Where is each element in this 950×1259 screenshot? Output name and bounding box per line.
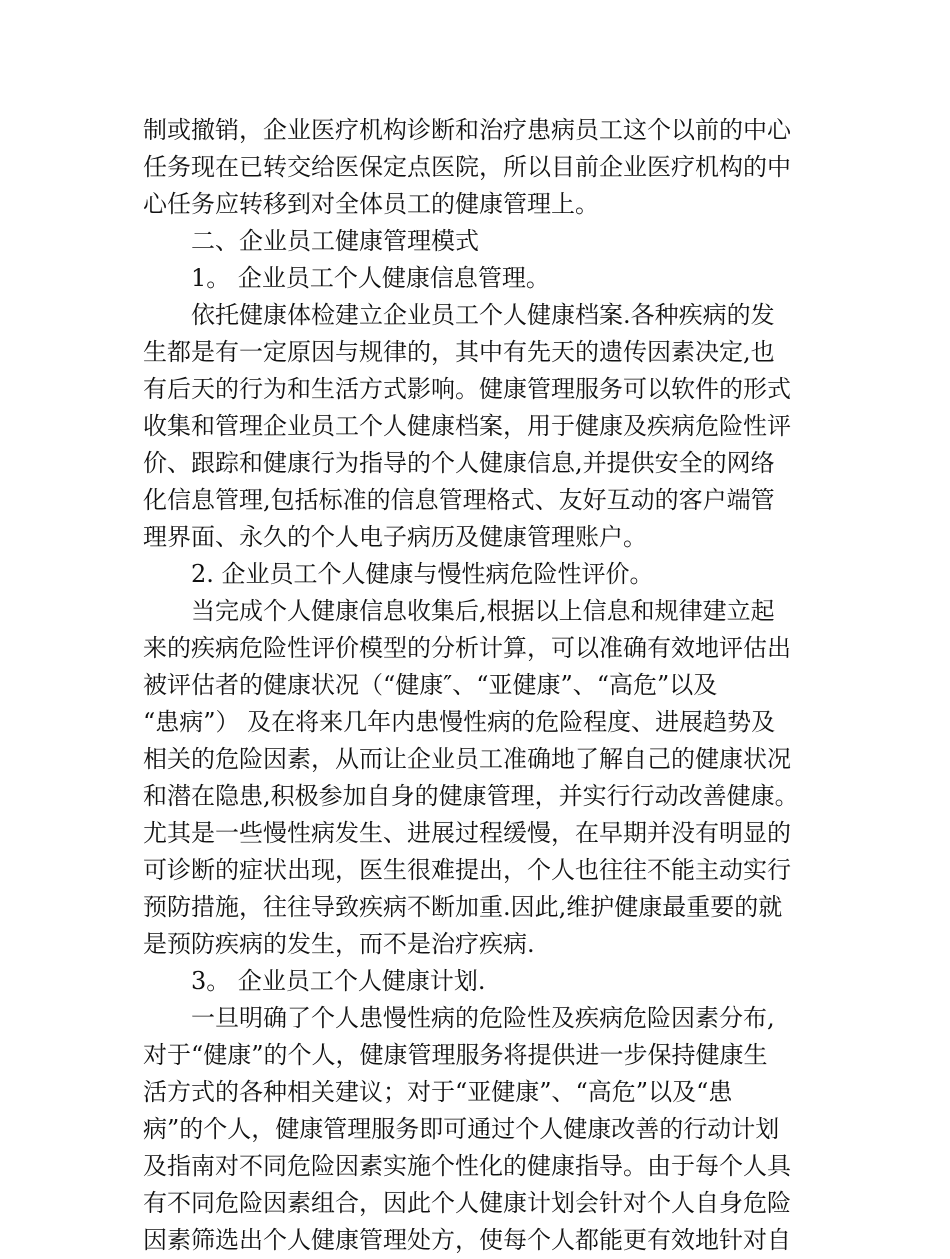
text-line: 1。 企业员工个人健康信息管理。	[191, 264, 550, 292]
text-line: 及指南对不同危险因素实施个性化的健康指导。由于每个人具	[143, 1152, 791, 1180]
text-line: 生都是有一定原因与规律的，其中有先天的遗传因素决定,也	[143, 338, 775, 366]
text-line: 依托健康体检建立企业员工个人健康档案.各种疾病的发	[191, 301, 775, 329]
text-line: 预防措施，往往导致疾病不断加重.因此,维护健康最重要的就	[143, 893, 783, 921]
text-line: 2. 企业员工个人健康与慢性病危险性评价。	[191, 560, 654, 588]
text-line: 被评估者的健康状况（“健康″、“亚健康”、“高危”以及	[143, 671, 718, 699]
text-line: 有后天的行为和生活方式影响。健康管理服务可以软件的形式	[143, 375, 791, 403]
text-line: 理界面、永久的个人电子病历及健康管理账户。	[143, 523, 647, 551]
document-body	[143, 112, 815, 1259]
text-line: 因素筛选出个人健康管理处方，使每个人都能更有效地针对自	[143, 1226, 791, 1254]
text-line: 化信息管理,包括标准的信息管理格式、友好互动的客户端管	[143, 486, 775, 514]
text-line: 3。 企业员工个人健康计划.	[191, 967, 486, 995]
text-line: 一旦明确了个人患慢性病的危险性及疾病危险因素分布,	[191, 1004, 775, 1032]
text-line: 活方式的各种相关建议；对于“亚健康”、“高危”以及“患	[143, 1078, 733, 1106]
text-line: 可诊断的症状出现，医生很难提出，个人也往往不能主动实行	[143, 856, 791, 884]
text-line: 收集和管理企业员工个人健康档案，用于健康及疾病危险性评	[143, 412, 791, 440]
text-line: 任务现在已转交给医保定点医院，所以目前企业医疗机构的中	[143, 153, 791, 181]
text-line: 来的疾病危险性评价模型的分析计算，可以准确有效地评估出	[143, 634, 791, 662]
text-line: 是预防疾病的发生，而不是治疗疾病.	[143, 930, 535, 958]
text-line: 价、跟踪和健康行为指导的个人健康信息,并提供安全的网络	[143, 449, 775, 477]
text-line: 尤其是一些慢性病发生、进展过程缓慢，在早期并没有明显的	[143, 819, 791, 847]
text-line: 二、企业员工健康管理模式	[191, 227, 479, 255]
text-line: 和潜在隐患,积极参加自身的健康管理，并实行行动改善健康。	[143, 782, 799, 810]
text-line: 病”的个人，健康管理服务即可通过个人健康改善的行动计划	[143, 1115, 780, 1143]
text-line: 当完成个人健康信息收集后,根据以上信息和规律建立起	[191, 597, 775, 625]
text-line: “患病”） 及在将来几年内患慢性病的危险程度、进展趋势及	[143, 708, 776, 736]
text-line: 有不同危险因素组合，因此个人健康计划会针对个人自身危险	[143, 1189, 791, 1217]
text-line: 心任务应转移到对全体员工的健康管理上。	[143, 190, 599, 218]
text-line: 相关的危险因素，从而让企业员工准确地了解自己的健康状况	[143, 745, 791, 773]
text-line: 制或撤销，企业医疗机构诊断和治疗患病员工这个以前的中心	[143, 116, 791, 144]
text-line: 对于“健康”的个人，健康管理服务将提供进一步保持健康生	[143, 1041, 768, 1069]
